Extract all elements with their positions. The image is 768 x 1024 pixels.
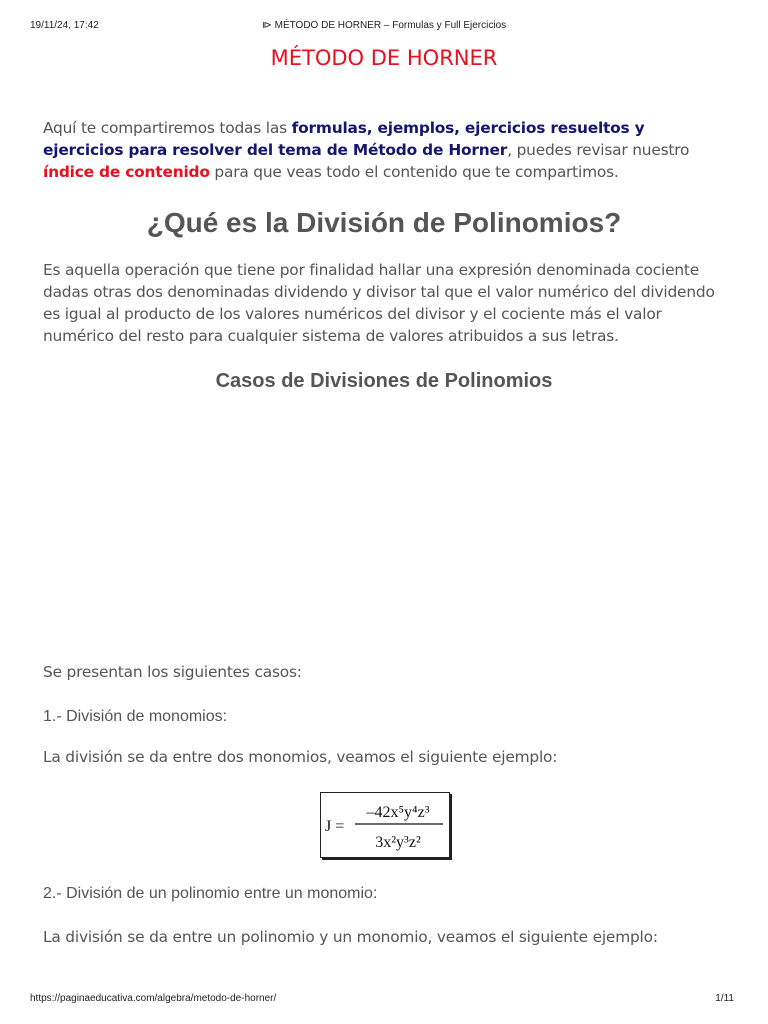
index-link[interactable]: índice de contenido (43, 163, 210, 181)
intro-text-2: , puedes revisar nuestro (507, 141, 690, 159)
definition-paragraph: Es aquella operación que tiene por finalidad hallar una expresión denominada cociente dadas otras dos denominadas dividendo y divisor tal que el valor numérico del dividendo es igual al producto de los valores numéricos del divisor y el cociente más el valor numérico del resto para cualquier sistema de valores atribuidos a sus letras. (43, 261, 715, 345)
print-page-title: ⧐ MÉTODO DE HORNER – Formulas y Full Ejercicios (261, 20, 507, 31)
intro-text-3: para que veas todo el contenido que te compartimos. (209, 163, 619, 181)
case1-heading: 1.- División de monomios: (43, 708, 228, 725)
cases-heading: Casos de Divisiones de Polinomios (215, 370, 553, 392)
case2-text: La división se da entre un polinomio y un monomio, veamos el siguiente ejemplo: (43, 928, 658, 946)
section-heading: ¿Qué es la División de Polinomios? (146, 207, 622, 238)
intro-text-1: Aquí te compartiremos todas las (43, 119, 292, 137)
print-url: https://paginaeducativa.com/algebra/metodo-de-horner/ (30, 993, 277, 1004)
formula-denominator: 3x²y³z² (375, 834, 421, 851)
formula-lhs: J = (325, 818, 345, 835)
formula-numerator: –42x⁵y⁴z³ (366, 804, 430, 821)
resources-link[interactable]: formulas, ejemplos, ejercicios resueltos y ejercicios para resolver del tema de Método de Horner (43, 119, 645, 159)
case1-text: La división se da entre dos monomios, veamos el siguiente ejemplo: (43, 748, 558, 766)
intro-paragraph (43, 117, 723, 183)
cases-intro: Se presentan los siguientes casos: (43, 663, 302, 681)
page-title: MÉTODO DE HORNER (270, 46, 498, 70)
print-datetime: 19/11/24, 17:42 (30, 20, 99, 31)
case2-heading: 2.- División de un polinomio entre un monomio: (43, 885, 378, 902)
print-page-number: 1/11 (715, 993, 734, 1004)
formula-image (320, 792, 450, 858)
